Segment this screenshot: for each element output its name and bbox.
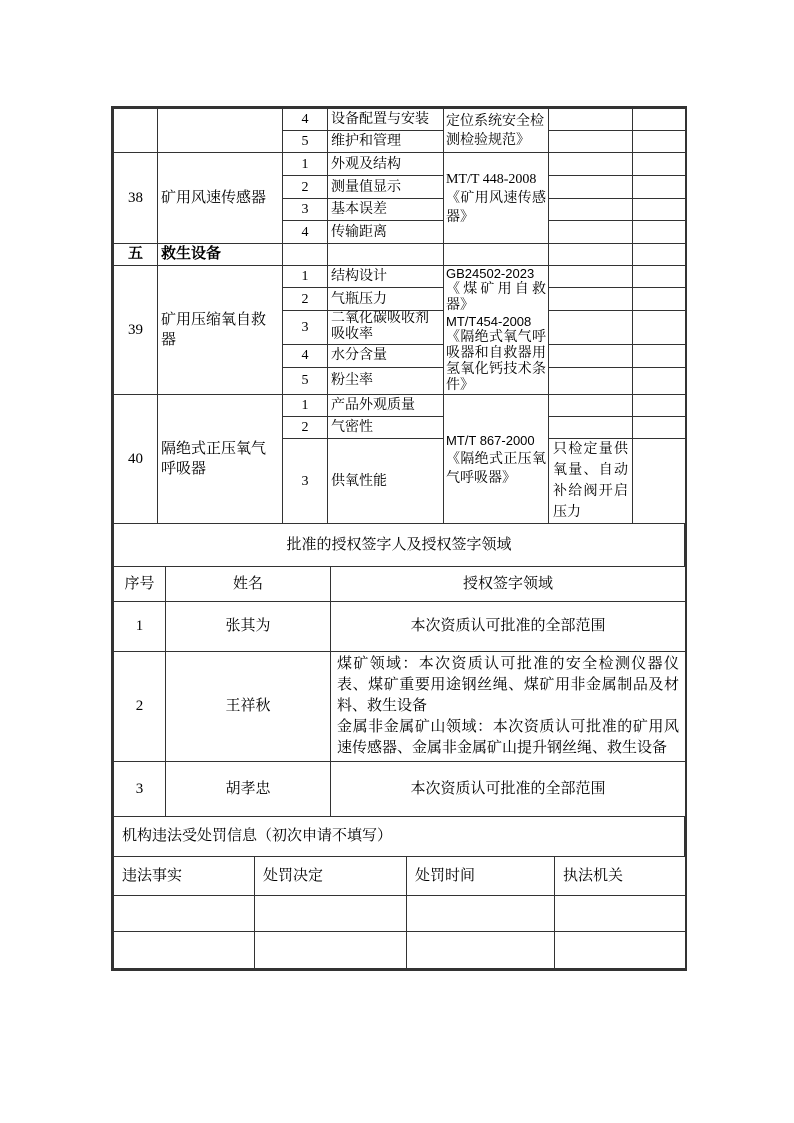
note-cell: 只检定量供氧量、自动补给阀开启压力 xyxy=(549,439,633,524)
item-num-cell: 1 xyxy=(283,266,328,288)
item-num-cell: 1 xyxy=(283,153,328,176)
header-seq: 序号 xyxy=(114,567,166,602)
seq-cell: 39 xyxy=(114,266,158,395)
signer-row xyxy=(114,762,686,817)
form-table xyxy=(111,106,687,971)
note-cell-empty xyxy=(549,221,633,244)
seq-cell: 38 xyxy=(114,153,158,244)
empty-cell xyxy=(555,932,686,969)
empty-cell xyxy=(255,932,407,969)
item-label-cell: 气瓶压力 xyxy=(328,288,444,310)
empty-cell xyxy=(328,244,444,266)
empty-cell xyxy=(283,244,328,266)
header-domain: 授权签字领域 xyxy=(331,567,686,602)
empty-cell xyxy=(633,244,686,266)
result-cell-empty xyxy=(633,221,686,244)
note-cell-empty xyxy=(549,109,633,131)
result-cell-empty xyxy=(633,395,686,417)
result-cell-empty xyxy=(633,266,686,288)
item-num-cell: 2 xyxy=(283,176,328,199)
signer-domain: 本次资质认可批准的全部范围 xyxy=(331,762,686,817)
signer-name: 王祥秋 xyxy=(166,652,331,762)
note-cell-empty xyxy=(549,345,633,367)
standard-code: MT/T 867-2000 xyxy=(446,432,535,448)
signer-domain xyxy=(331,652,686,762)
standard-title: 《矿用风速传感器》 xyxy=(446,190,546,225)
result-cell-empty xyxy=(633,288,686,310)
item-num-cell: 1 xyxy=(283,395,328,417)
header-violation-fact: 违法事实 xyxy=(114,857,255,896)
item-label-cell: 粉尘率 xyxy=(328,367,444,394)
item-label-cell: 结构设计 xyxy=(328,266,444,288)
violations-empty-row xyxy=(114,896,686,932)
item-label-cell: 产品外观质量 xyxy=(328,395,444,417)
item-num-cell: 5 xyxy=(283,367,328,394)
empty-cell xyxy=(255,896,407,932)
standard-cell: 定位系统安全检测检验规范》 xyxy=(444,109,549,153)
header-penalty-time: 处罚时间 xyxy=(407,857,555,896)
signers-section-title-row xyxy=(113,523,685,567)
result-cell-empty xyxy=(633,131,686,153)
result-cell-empty xyxy=(633,199,686,221)
note-cell-empty xyxy=(549,395,633,417)
empty-cell xyxy=(407,896,555,932)
result-cell-empty xyxy=(633,367,686,394)
empty-cell xyxy=(444,244,549,266)
standard-cell xyxy=(444,395,549,524)
signers-section-title: 批准的授权签字人及授权签字领域 xyxy=(114,524,685,567)
signer-name: 张其为 xyxy=(166,602,331,652)
table-row xyxy=(114,109,686,131)
standard-title: 《煤矿用自救器》 xyxy=(446,282,546,313)
signer-name: 胡孝忠 xyxy=(166,762,331,817)
table-row xyxy=(114,266,686,288)
item-num-cell: 3 xyxy=(283,199,328,221)
note-cell-empty xyxy=(549,310,633,345)
standard-title: 《隔绝式氧气呼吸器和自救器用氢氧化钙技术条件》 xyxy=(446,330,546,393)
seq-cell: 40 xyxy=(114,395,158,524)
item-label-cell: 维护和管理 xyxy=(328,131,444,153)
note-cell-empty xyxy=(549,199,633,221)
empty-cell xyxy=(549,244,633,266)
empty-name-cell xyxy=(158,109,283,153)
note-cell-empty xyxy=(549,417,633,439)
result-cell-empty xyxy=(633,310,686,345)
violations-section-title: 机构违法受处罚信息（初次申请不填写） xyxy=(114,817,685,857)
header-enforcement-agency: 执法机关 xyxy=(555,857,686,896)
section-row xyxy=(114,244,686,266)
note-cell-empty xyxy=(549,131,633,153)
signer-row xyxy=(114,652,686,762)
result-cell-empty xyxy=(633,345,686,367)
standard-code: MT/T454-2008 xyxy=(446,314,532,329)
item-num-cell: 3 xyxy=(283,310,328,345)
item-label-cell: 二氧化碳吸收剂吸收率 xyxy=(328,310,444,345)
item-label-cell: 供氧性能 xyxy=(328,439,444,524)
empty-cell xyxy=(114,932,255,969)
violations-header-row xyxy=(114,857,686,896)
item-label-cell: 传输距离 xyxy=(328,221,444,244)
section-no-cell: 五 xyxy=(114,244,158,266)
result-cell-empty xyxy=(633,439,686,524)
note-cell-empty xyxy=(549,176,633,199)
standard-code: MT/T 448-2008 xyxy=(446,171,537,187)
violations-section-title-row xyxy=(113,816,685,857)
domain-paragraph: 煤矿领域：本次资质认可批准的安全检测仪器仪表、煤矿重要用途钢丝绳、煤矿用非金属制品及材料、救生设备 xyxy=(337,656,679,714)
item-label-cell: 水分含量 xyxy=(328,345,444,367)
signer-no: 2 xyxy=(114,652,166,762)
result-cell-empty xyxy=(633,109,686,131)
signers-header-row xyxy=(114,567,686,602)
item-num-cell: 5 xyxy=(283,131,328,153)
item-num-cell: 3 xyxy=(283,439,328,524)
equipment-name-cell: 矿用风速传感器 xyxy=(158,153,283,244)
signers-table xyxy=(113,566,686,817)
note-cell-empty xyxy=(549,367,633,394)
standard-cell xyxy=(444,153,549,244)
item-label-cell: 基本误差 xyxy=(328,199,444,221)
item-num-cell: 4 xyxy=(283,109,328,131)
standard-title: 《隔绝式正压氧气呼吸器》 xyxy=(446,451,546,486)
equipment-table xyxy=(113,108,686,524)
equipment-name-cell: 隔绝式正压氧气呼吸器 xyxy=(158,395,283,524)
item-label-cell: 外观及结构 xyxy=(328,153,444,176)
item-num-cell: 2 xyxy=(283,417,328,439)
standard-cell xyxy=(444,266,549,395)
item-num-cell: 2 xyxy=(283,288,328,310)
equipment-name-cell: 矿用压缩氧自救器 xyxy=(158,266,283,395)
item-label-cell: 气密性 xyxy=(328,417,444,439)
empty-cell xyxy=(407,932,555,969)
standard-code: GB24502-2023 xyxy=(446,266,535,281)
violations-empty-row xyxy=(114,932,686,969)
result-cell-empty xyxy=(633,153,686,176)
header-name: 姓名 xyxy=(166,567,331,602)
table-row xyxy=(114,153,686,176)
domain-paragraph: 金属非金属矿山领域：本次资质认可批准的矿用风速传感器、金属非金属矿山提升钢丝绳、救生设备 xyxy=(337,719,679,756)
signer-row xyxy=(114,602,686,652)
empty-seq-cell xyxy=(114,109,158,153)
violations-table xyxy=(113,856,686,969)
empty-cell xyxy=(555,896,686,932)
item-num-cell: 4 xyxy=(283,221,328,244)
result-cell-empty xyxy=(633,417,686,439)
note-cell-empty xyxy=(549,288,633,310)
item-label-cell: 测量值显示 xyxy=(328,176,444,199)
section-name-cell: 救生设备 xyxy=(158,244,283,266)
note-cell-empty xyxy=(549,266,633,288)
signer-no: 1 xyxy=(114,602,166,652)
empty-cell xyxy=(114,896,255,932)
signer-no: 3 xyxy=(114,762,166,817)
header-penalty-decision: 处罚决定 xyxy=(255,857,407,896)
note-cell-empty xyxy=(549,153,633,176)
result-cell-empty xyxy=(633,176,686,199)
item-num-cell: 4 xyxy=(283,345,328,367)
table-row xyxy=(114,395,686,417)
item-label-cell: 设备配置与安装 xyxy=(328,109,444,131)
signer-domain: 本次资质认可批准的全部范围 xyxy=(331,602,686,652)
